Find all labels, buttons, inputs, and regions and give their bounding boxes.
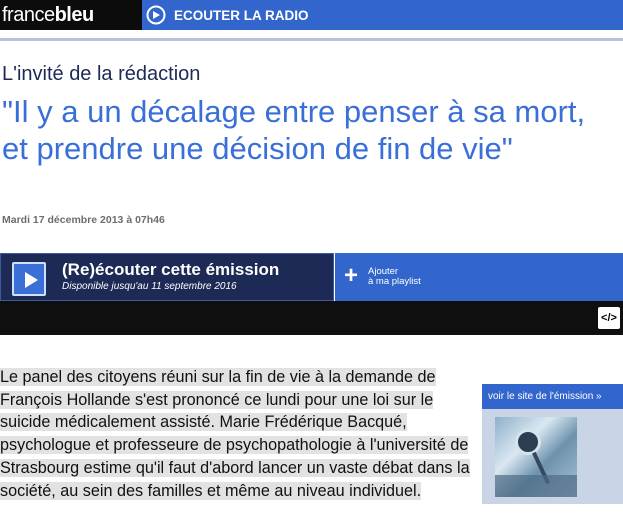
publish-date: Mardi 17 décembre 2013 à 07h46 [2,214,165,226]
replay-title: (Re)écouter cette émission [62,260,280,279]
add-to-playlist-label [368,267,421,287]
show-site-link[interactable]: voir le site de l'émission » [482,384,623,409]
playlist-line-2: à ma playlist [368,276,421,287]
article-lead [0,366,470,502]
replay-availability: Disponible jusqu'au 11 septembre 2016 [62,281,237,292]
article-lead-text: Le panel des citoyens réuni sur la fin de vie à la demande de François Hollande s'est prononcé ce lundi pour une loi sur le suicide médicalement assisté. Marie Frédérique Bacqué, psychologue et professeure de psychopathologie à l'université de Strasbourg estime qu'il faut d'abord lancer un vaste débat dans la société, au sein des familles et même au niveau individuel. [0,368,470,500]
page-title: "Il y a un décalage entre penser à sa mort, et prendre une décision de fin de vie" [2,94,586,166]
france-bleu-logo[interactable] [0,0,142,30]
show-site-box [482,384,623,504]
studio-desk [495,475,577,497]
header-divider [0,38,623,41]
listen-radio-label: ECOUTER LA RADIO [174,7,309,23]
top-bar [0,0,623,30]
show-category: L'invité de la rédaction [2,63,201,85]
radio-waves-icon [146,5,166,25]
play-icon [12,262,46,296]
logo-text-light: france [2,4,55,26]
playlist-line-1: Ajouter [368,266,399,277]
listen-radio-button[interactable] [146,0,309,30]
audio-player [0,253,623,301]
code-embed-icon[interactable]: </> [598,307,620,329]
logo-text-bold: bleu [54,4,94,26]
replay-button[interactable] [0,253,334,301]
plus-icon: + [344,262,359,289]
player-embed-bar [0,301,623,335]
add-to-playlist-button[interactable] [335,253,623,301]
microphone-icon [515,429,541,455]
show-thumbnail[interactable] [495,417,577,497]
